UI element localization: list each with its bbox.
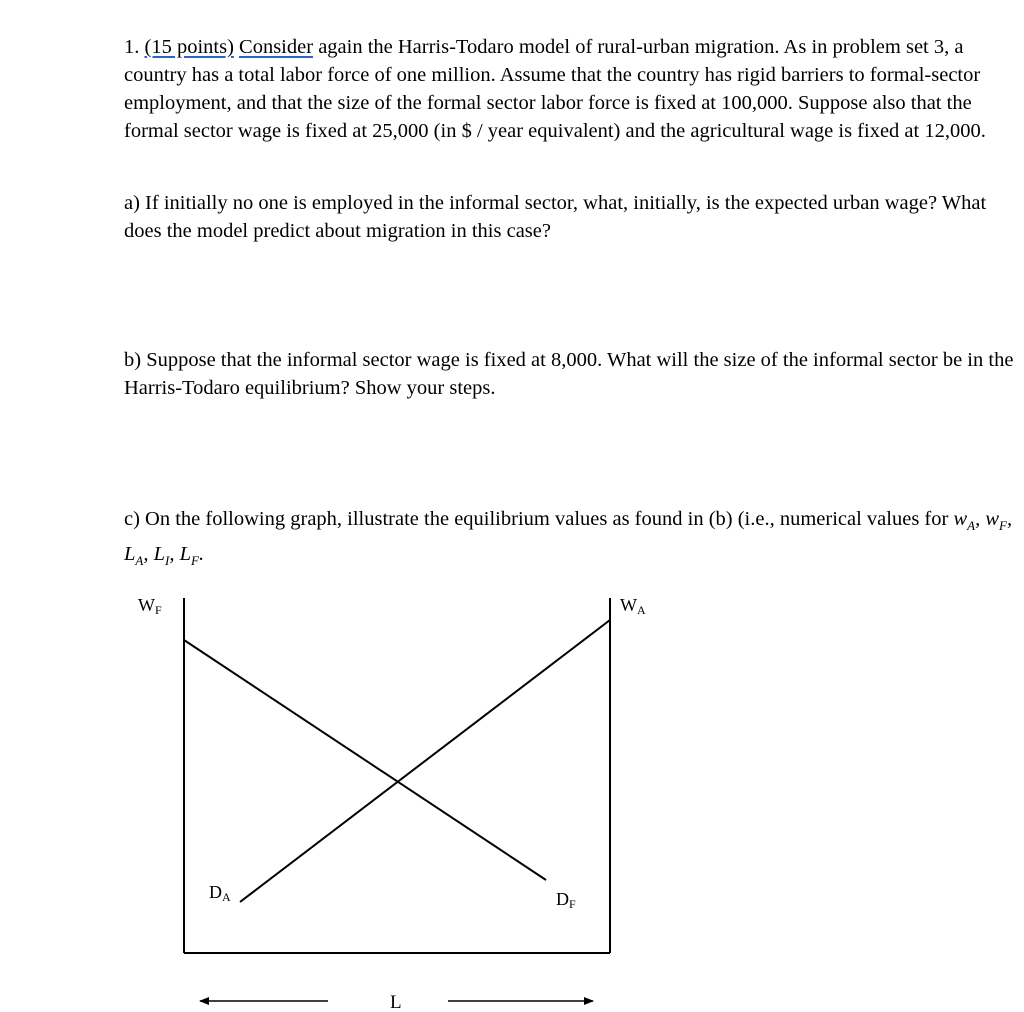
intro-text: again the Harris-Todaro model of rural-urban migration. As in problem set 3, a country has a total labor force of one million. Assume that the country has rigid barriers to formal-sector employment, and that the size of the formal sector labor force is fixed at 100,000. Suppose also that the formal sector wage is fixed at 25,000 (in $ / year equivalent) and the agricultural wage is fixed at 12,000. [124,36,986,142]
points-label: (15 points) [144,36,234,58]
math-var-LI: $L_I$ [153,543,170,569]
df-curve [184,640,546,880]
variable-list: $w_A$, $w_F$, $L_A$, $L_I$, $L_F$. [124,508,1013,569]
math-var-wA: $w_A$ [953,508,976,534]
x-axis-label: L [390,992,402,1012]
da-curve [240,620,610,902]
part-a-question: a) If initially no one is employed in the informal sector, what, initially, is the expected urban wage? What does the model predict about migration in this case? [124,192,987,242]
left-axis-label: WF [138,595,162,617]
right-axis-label: WA [620,595,646,617]
math-var-LA: $L_A$ [124,543,144,569]
consider-link: Consider [239,36,314,58]
da-label: DA [209,882,231,904]
math-var-wF: $w_F$ [985,508,1007,534]
question-number: 1. [124,36,140,58]
math-var-LF: $L_F$ [179,543,199,569]
part-b-question: b) Suppose that the informal sector wage is fixed at 8,000. What will the size of the informal sector be in the Harris-Todaro equilibrium? Show your steps. [124,349,1014,399]
part-c-text: c) On the following graph, illustrate the equilibrium values as found in (b) (i.e., numerical values for [124,508,954,530]
df-label: DF [556,889,576,911]
